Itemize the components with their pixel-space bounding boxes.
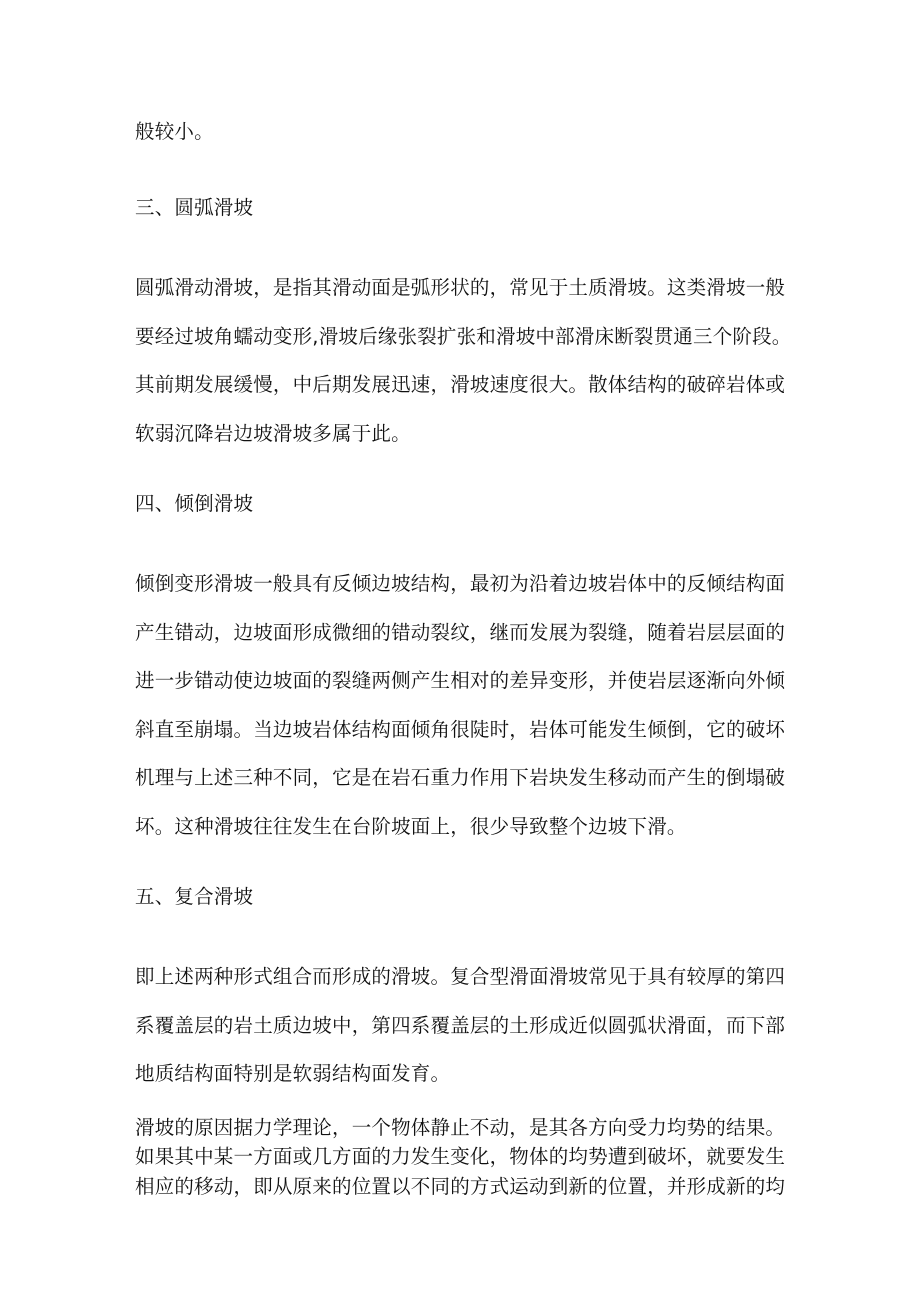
text-line: 坏。这种滑坡往往发生在台阶坡面上，很少导致整个边坡下滑。 bbox=[135, 814, 687, 838]
text-line: 如果其中某一方面或几方面的力发生变化，物体的均势遭到破坏，就要发生 bbox=[135, 1145, 786, 1168]
text-line: 进一步错动使边坡面的裂缝两侧产生相对的差异变形，并使岩层逐渐向外倾 bbox=[135, 669, 786, 692]
text-line: 其前期发展缓慢，中后期发展迅速，滑坡速度很大。散体结构的破碎岩体或 bbox=[135, 373, 786, 396]
text-line: 圆弧滑动滑坡，是指其滑动面是弧形状的，常见于土质滑坡。这类滑坡一般 bbox=[135, 276, 786, 299]
text-line: 相应的移动，即从原来的位置以不同的方式运动到新的位置，并形成新的均 bbox=[135, 1174, 786, 1198]
text-line: 系覆盖层的岩土质边坡中，第四系覆盖层的土形成近似圆弧状滑面，而下部 bbox=[135, 1013, 786, 1037]
text-line: 地质结构面特别是软弱结构面发育。 bbox=[135, 1062, 451, 1085]
section-heading-arc-landslide: 三、圆弧滑坡 bbox=[135, 196, 254, 219]
paragraph-compound-landslide bbox=[135, 953, 810, 1099]
section-heading-compound-landslide: 五、复合滑坡 bbox=[135, 885, 254, 908]
text-line: 产生错动，边坡面形成微细的错动裂纹，继而发展为裂缝，随着岩层层面的 bbox=[135, 620, 786, 644]
text-line: 滑坡的原因据力学理论，一个物体静止不动，是其各方向受力均势的结果。 bbox=[135, 1115, 786, 1139]
text-line: 软弱沉降岩边坡滑坡多属于此。 bbox=[135, 421, 411, 445]
text-line: 即上述两种形式组合而形成的滑坡。复合型滑面滑坡常见于具有较厚的第四 bbox=[135, 965, 786, 988]
text-line: 机理与上述三种不同，它是在岩石重力作用下岩块发生移动而产生的倒塌破 bbox=[135, 766, 786, 789]
paragraph-toppling-landslide bbox=[135, 560, 810, 851]
paragraph-arc-landslide bbox=[135, 264, 810, 458]
text-line: 斜直至崩塌。当边坡岩体结构面倾角很陡时，岩体可能发生倾倒，它的破坏 bbox=[135, 717, 786, 741]
paragraph-continuation: 般较小。 bbox=[135, 120, 214, 143]
paragraph-landslide-causes bbox=[135, 1113, 810, 1202]
text-line: 倾倒变形滑坡一般具有反倾边坡结构，最初为沿着边坡岩体中的反倾结构面 bbox=[135, 572, 786, 595]
section-heading-toppling-landslide: 四、倾倒滑坡 bbox=[135, 492, 254, 515]
text-line: 要经过坡角蠕动变形,滑坡后缘张裂扩张和滑坡中部滑床断裂贯通三个阶段。 bbox=[135, 324, 792, 348]
